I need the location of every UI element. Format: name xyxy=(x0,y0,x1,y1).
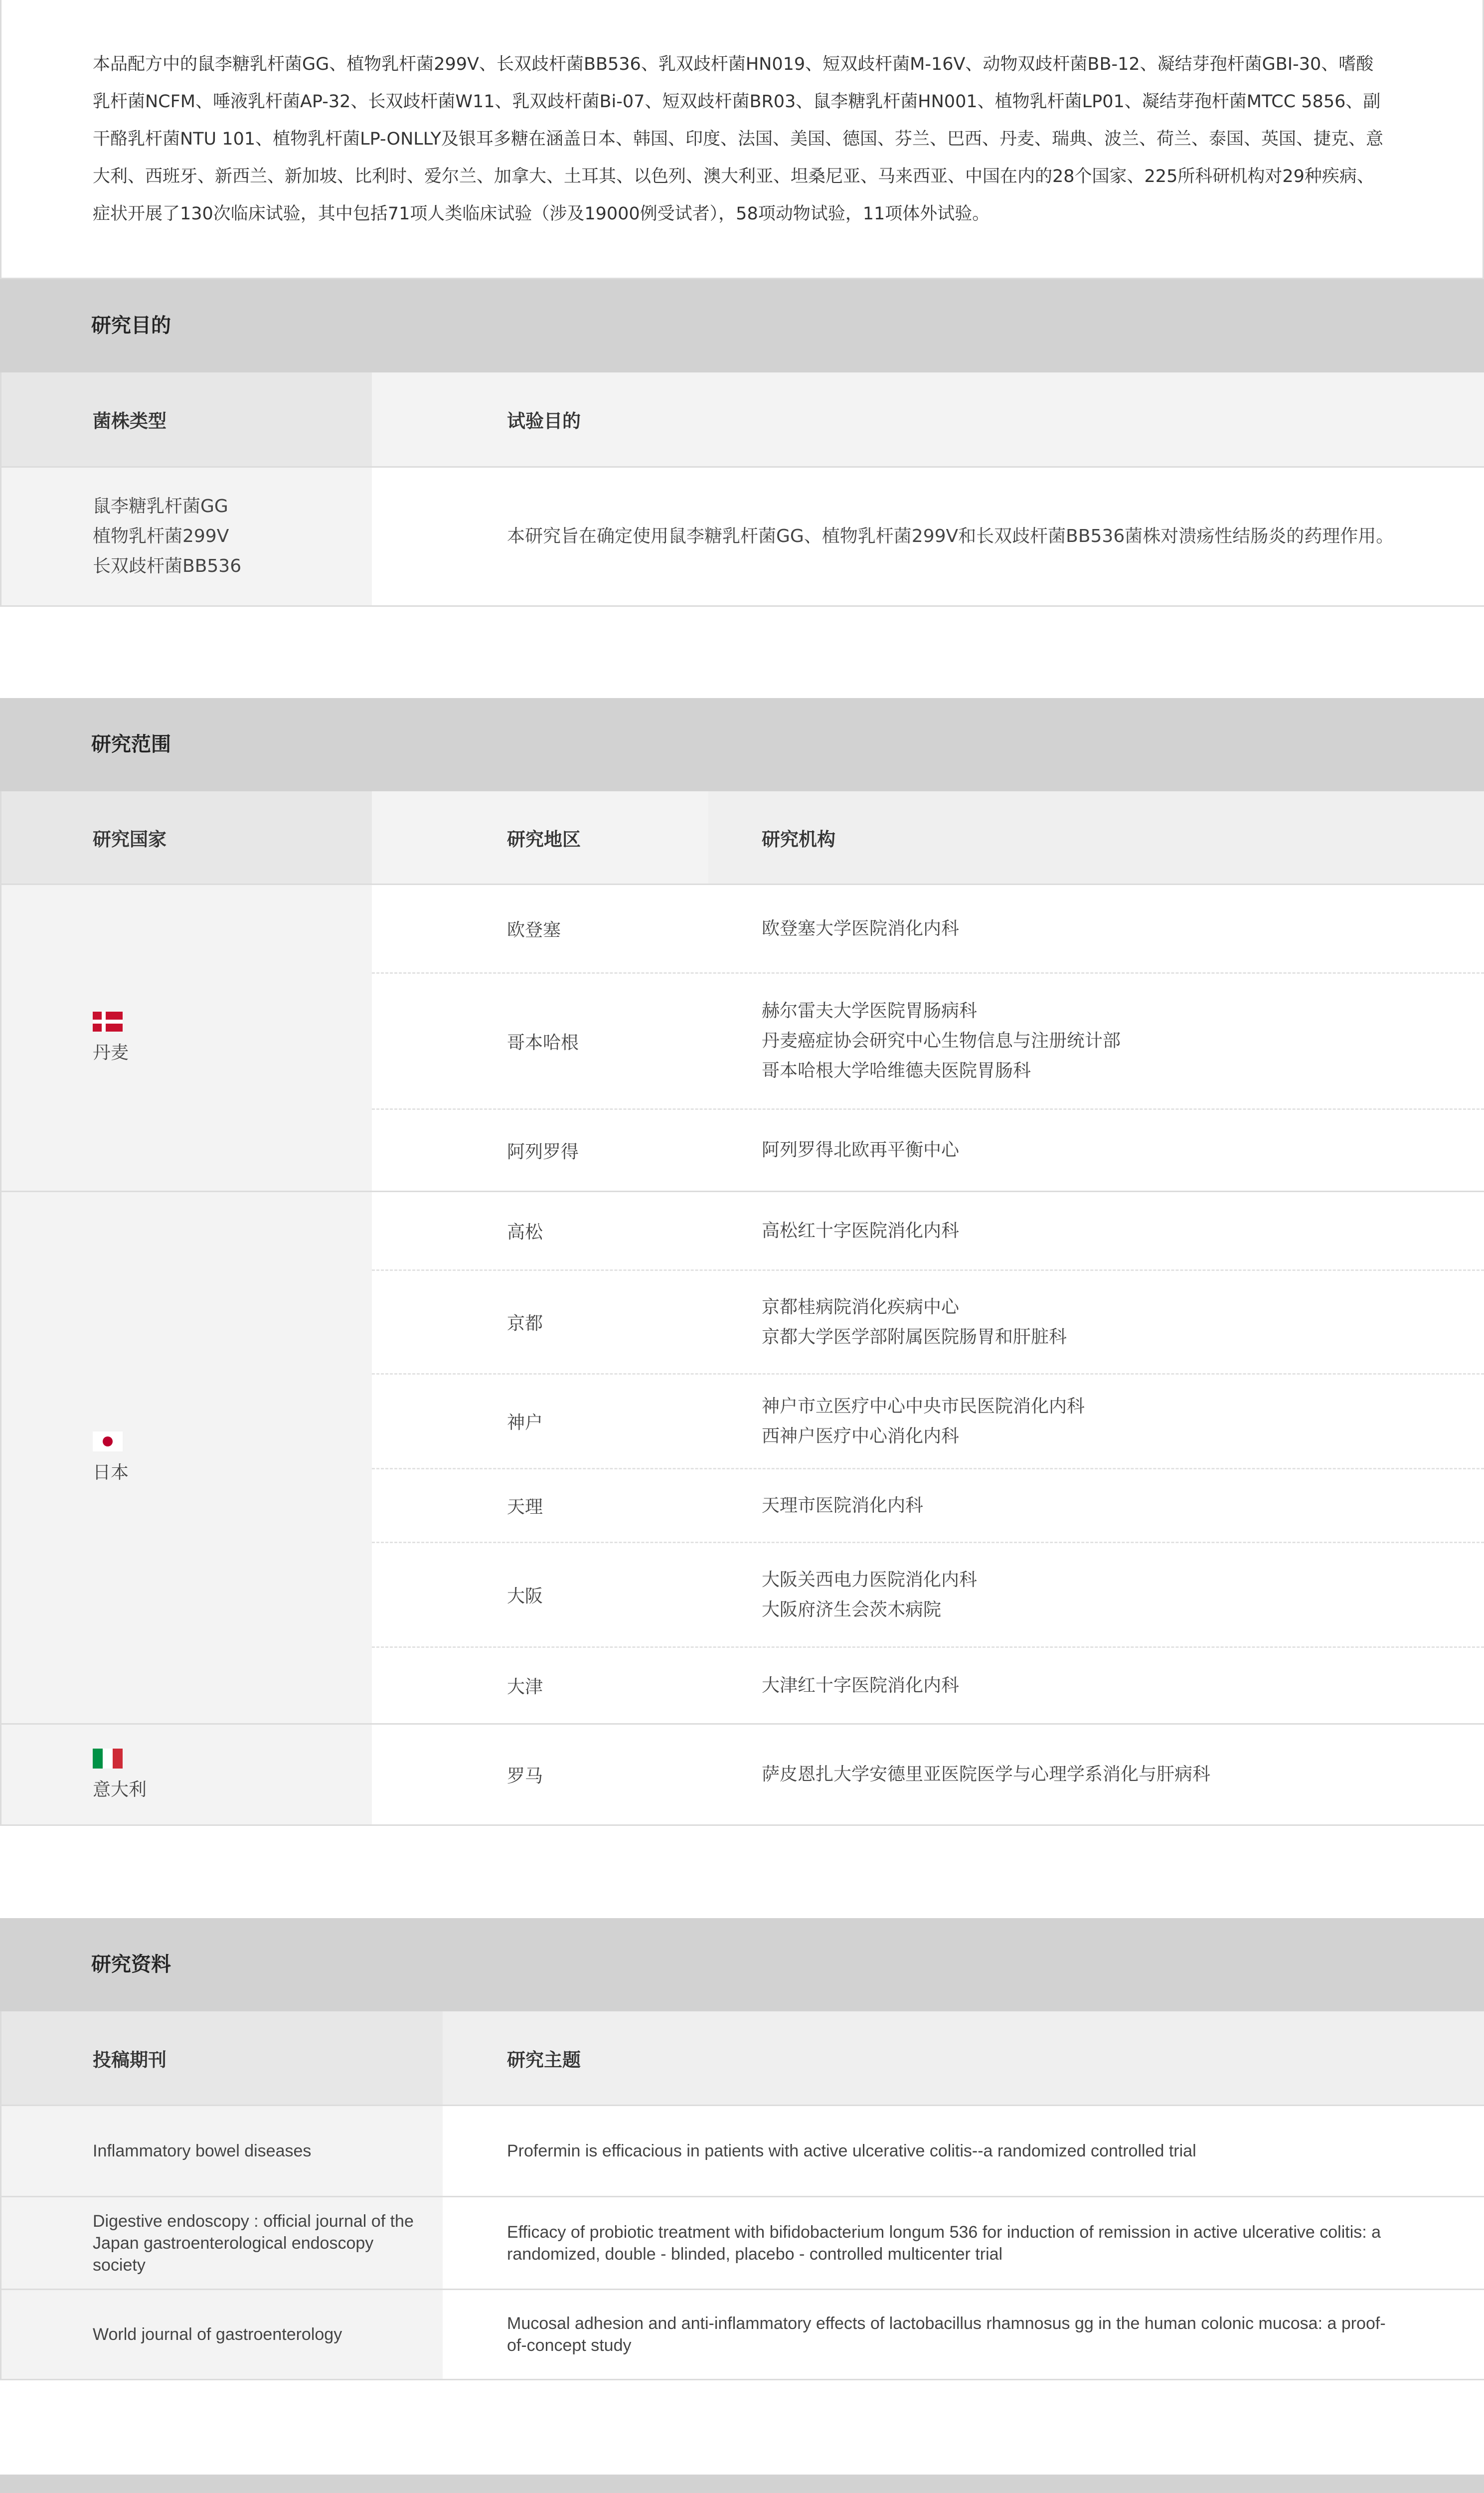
materials-title: 研究资料 xyxy=(91,1953,171,1976)
denmark-flag-icon xyxy=(93,1012,123,1032)
region-cell: 大津 xyxy=(372,1648,708,1723)
intro-text: 本品配方中的鼠李糖乳杆菌GG、植物乳杆菌299V、长双歧杆菌BB536、乳双歧杆菌HN019、短双歧杆菌M-16V、动物双歧杆菌BB-12、凝结芽孢杆菌GBI-30、嗜酸乳杆菌NCFM、唾液乳杆菌AP-32、长双歧杆菌W11、乳双歧杆菌Bi-07、短双歧杆菌BR03、鼠李糖乳杆菌HN001、植物乳杆菌LP01、凝结芽孢杆菌MTCC 5856、副干酪乳杆菌NTU 101、植物乳杆菌LP-ONLLY及银耳多糖在涵盖日本、韩国、印度、法国、美国、德国、芬兰、巴西、丹麦、瑞典、波兰、荷兰、泰国、英国、捷克、意大利、西班牙、新西兰、新加坡、比利时、爱尔兰、加拿大、土耳其、以色列、澳大利亚、坦桑尼亚、马来西亚、中国在内的28个国家、225所科研机构对29种疾病、症状开展了130次临床试验，其中包括71项人类临床试验（涉及19000例受试者），58项动物试验，11项体外试验。 xyxy=(93,54,1384,224)
institution-cell: 大津红十字医院消化内科 xyxy=(708,1648,1484,1723)
journal-cell: Inflammatory bowel diseases xyxy=(1,2106,443,2196)
country-name: 日本 xyxy=(93,1462,129,1483)
region-cell: 京都 xyxy=(372,1271,708,1373)
institution-cell: 天理市医院消化内科 xyxy=(708,1469,1484,1542)
region-cell: 阿列罗得 xyxy=(372,1110,708,1191)
journal-cell: World journal of gastroenterology xyxy=(1,2290,443,2379)
intro-block xyxy=(0,0,1484,279)
institution-cell: 萨皮恩扎大学安德里亚医院医学与心理学系消化与肝病科 xyxy=(708,1725,1484,1824)
scope-col-institution: 研究机构 xyxy=(708,791,1484,884)
purpose-title: 研究目的 xyxy=(91,314,171,337)
scope-col-region: 研究地区 xyxy=(372,791,708,884)
scope-title: 研究范围 xyxy=(91,733,171,756)
purpose-table xyxy=(0,372,1484,607)
topic-cell: Mucosal adhesion and anti-inflammatory effects of lactobacillus rhamnosus gg in the human colonic mucosa: a proof-of-concept study xyxy=(443,2290,1484,2379)
institution-cell: 大阪关西电力医院消化内科 大阪府济生会茨木病院 xyxy=(708,1543,1484,1646)
sample-section-header xyxy=(0,2475,1484,2493)
institution-cell: 欧登塞大学医院消化内科 xyxy=(708,885,1484,972)
institution-cell: 高松红十字医院消化内科 xyxy=(708,1192,1484,1269)
institution-cell: 神户市立医疗中心中央市民医院消化内科 西神户医疗中心消化内科 xyxy=(708,1375,1484,1468)
country-name: 丹麦 xyxy=(93,1043,129,1063)
region-cell: 欧登塞 xyxy=(372,885,708,972)
purpose-col-strain: 菌株类型 xyxy=(1,372,372,466)
italy-flag-icon xyxy=(93,1749,123,1769)
country-italy xyxy=(1,1725,372,1824)
materials-col-topic: 研究主题 xyxy=(443,2011,1484,2105)
purpose-section-header xyxy=(0,279,1484,372)
journal-cell: Digestive endoscopy : official journal of the Japan gastroenterological endoscopy society xyxy=(1,2197,443,2289)
japan-flag-icon xyxy=(93,1431,123,1451)
topic-cell: Profermin is efficacious in patients with active ulcerative colitis--a randomized controlled trial xyxy=(443,2106,1484,2196)
institution-cell: 赫尔雷夫大学医院胃肠病科 丹麦癌症协会研究中心生物信息与注册统计部 哥本哈根大学哈维德夫医院胃肠科 xyxy=(708,974,1484,1108)
sample-title xyxy=(91,2475,171,2493)
purpose-strains: 鼠李糖乳杆菌GG 植物乳杆菌299V 长双歧杆菌BB536 xyxy=(1,468,372,605)
purpose-goal: 本研究旨在确定使用鼠李糖乳杆菌GG、植物乳杆菌299V和长双歧杆菌BB536菌株对溃疡性结肠炎的药理作用。 xyxy=(372,468,1484,605)
region-cell: 哥本哈根 xyxy=(372,974,708,1108)
scope-col-country: 研究国家 xyxy=(1,791,372,884)
country-denmark xyxy=(1,885,372,1191)
topic-cell: Efficacy of probiotic treatment with bifidobacterium longum 536 for induction of remission in active ulcerative colitis: a randomized, double - blinded, placebo - controlled multicenter trial xyxy=(443,2197,1484,2289)
institution-cell: 京都桂病院消化疾病中心 京都大学医学部附属医院肠胃和肝脏科 xyxy=(708,1271,1484,1373)
country-name: 意大利 xyxy=(93,1779,147,1800)
region-cell: 大阪 xyxy=(372,1543,708,1646)
region-cell: 天理 xyxy=(372,1469,708,1542)
materials-col-journal: 投稿期刊 xyxy=(1,2011,443,2105)
region-cell: 罗马 xyxy=(372,1725,708,1824)
scope-section-header xyxy=(0,698,1484,791)
region-cell: 神户 xyxy=(372,1375,708,1468)
materials-table xyxy=(0,2011,1484,2380)
country-japan xyxy=(1,1192,372,1723)
materials-section-header xyxy=(0,1918,1484,2011)
region-cell: 高松 xyxy=(372,1192,708,1269)
institution-cell: 阿列罗得北欧再平衡中心 xyxy=(708,1110,1484,1191)
purpose-col-goal: 试验目的 xyxy=(372,372,1484,466)
scope-table xyxy=(0,791,1484,1826)
